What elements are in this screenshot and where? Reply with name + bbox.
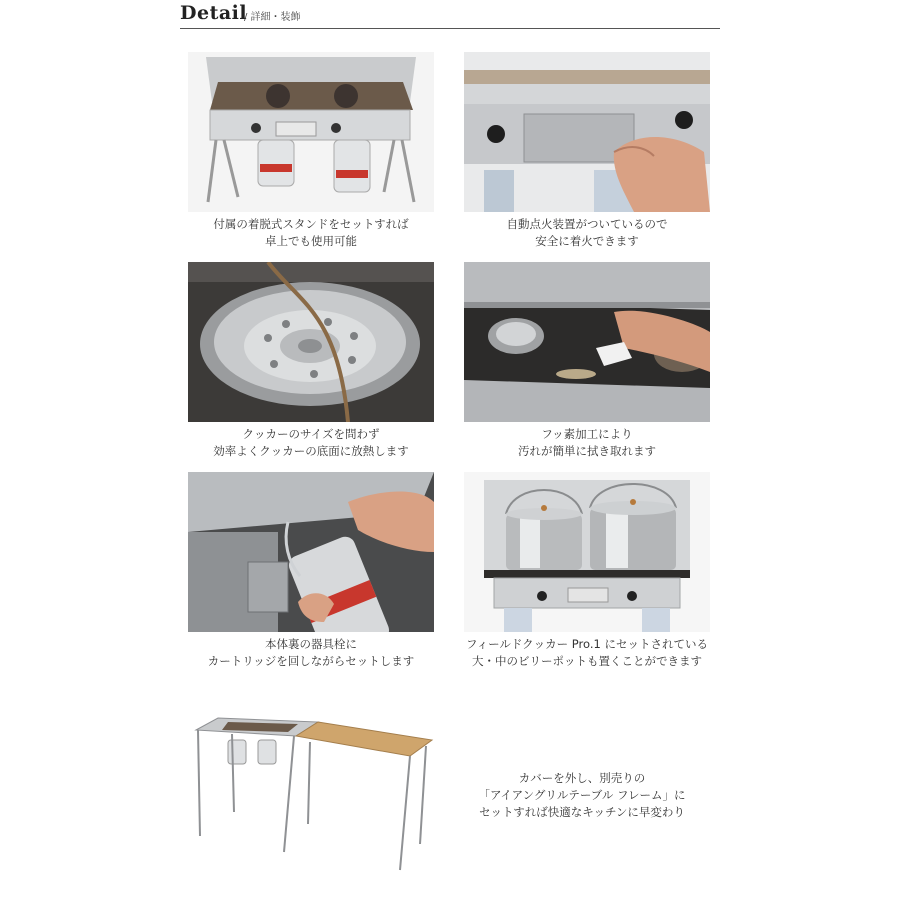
caption-line: カバーを外し、別売りの <box>518 771 646 785</box>
caption-line: 「アイアングリルテーブル フレーム」に <box>478 788 686 802</box>
header-title: Detail <box>180 2 248 24</box>
caption-burner <box>181 426 441 460</box>
photo-burner <box>188 262 434 422</box>
caption-ignition <box>457 216 717 250</box>
caption-line: セットすれば快適なキッチンに早変わり <box>479 805 685 819</box>
photo-stove-on-stand <box>188 52 434 212</box>
section-header <box>180 0 720 30</box>
caption-stand <box>181 216 441 250</box>
header-divider <box>180 28 720 29</box>
caption-line: フィールドクッカー Pro.1 にセットされている <box>466 637 708 651</box>
photo-table-frame <box>188 712 434 872</box>
photo-cartridge <box>188 472 434 632</box>
caption-line: クッカーのサイズを問わず <box>242 427 380 441</box>
photo-pots <box>464 472 710 632</box>
caption-line: 効率よくクッカーの底面に放熱します <box>213 444 409 458</box>
caption-table-frame <box>452 770 712 821</box>
caption-pots <box>457 636 717 670</box>
caption-line: 汚れが簡単に拭き取れます <box>518 444 656 458</box>
photo-cleaning <box>464 262 710 422</box>
caption-line: カートリッジを回しながらセットします <box>207 654 415 668</box>
caption-line: 付属の着脱式スタンドをセットすれば <box>213 217 409 231</box>
header-subtitle: / 詳細・装飾 <box>244 12 301 23</box>
caption-line: 自動点火装置がついているので <box>506 217 668 231</box>
caption-line: 本体裏の器具栓に <box>265 637 357 651</box>
caption-line: 安全に着火できます <box>535 234 639 248</box>
caption-line: 卓上でも使用可能 <box>265 234 357 248</box>
caption-line: フッ素加工により <box>541 427 633 441</box>
photo-auto-ignition <box>464 52 710 212</box>
caption-line: 大・中のビリーポットも置くことができます <box>472 654 702 668</box>
caption-cleaning <box>457 426 717 460</box>
caption-cartridge <box>181 636 441 670</box>
